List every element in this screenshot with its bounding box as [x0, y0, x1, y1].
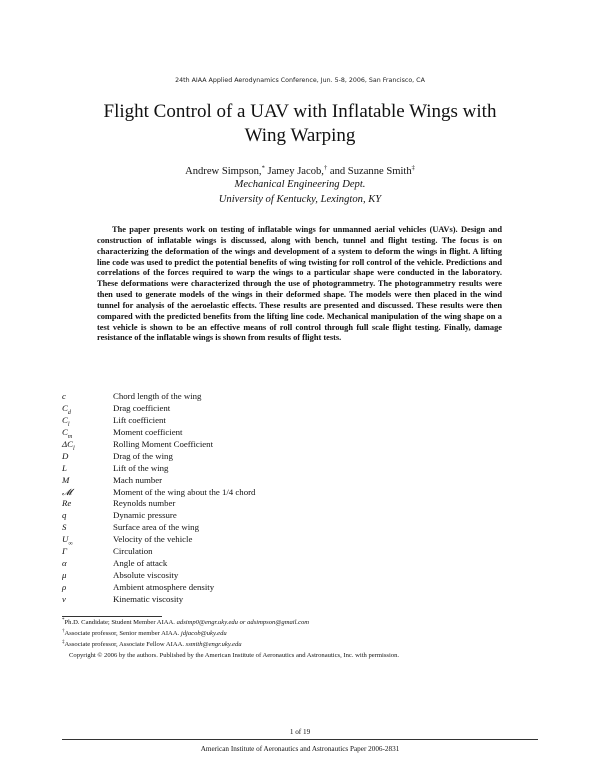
footnote-email: jdjacob@uky.edu	[180, 630, 227, 637]
nomenclature-symbol: q	[62, 510, 67, 521]
nomenclature-symbol: S	[62, 522, 67, 533]
footnote-rule	[62, 616, 162, 617]
nomenclature-symbol: 𝓜	[62, 486, 72, 497]
footnote-text: Associate professor, Senior member AIAA.	[64, 630, 180, 637]
footnote	[62, 641, 540, 650]
nomenclature-symbol: Re	[62, 498, 72, 509]
footnote-mark: ‡	[411, 164, 415, 172]
nomenclature-definition: Absolute viscosity	[113, 570, 179, 581]
page-footer: American Institute of Aeronautics and Astronautics Paper 2006-2831	[200, 745, 400, 753]
nomenclature-definition: Drag of the wing	[113, 450, 173, 461]
affiliation-university: University of Kentucky, Lexington, KY	[218, 194, 382, 205]
nomenclature-symbol: ν	[62, 593, 66, 604]
nomenclature-definition: Lift of the wing	[113, 462, 169, 473]
nomenclature-symbol: $C_l$	[62, 414, 70, 428]
author-list	[0, 164, 600, 180]
nomenclature-definition: Moment coefficient	[113, 426, 183, 437]
nomenclature-definition: Mach number	[113, 474, 163, 485]
footnote	[62, 630, 540, 639]
nomenclature-symbol: D	[62, 450, 69, 461]
nomenclature-definition: Moment of the wing about the 1/4 chord	[113, 486, 256, 497]
nomenclature-definition: Rolling Moment Coefficient	[113, 438, 214, 449]
nomenclature-symbol: Γ	[62, 546, 68, 557]
footnote-mark: *	[261, 164, 265, 172]
nomenclature-symbol: L	[62, 462, 67, 473]
page-rule	[62, 739, 538, 740]
title-line-2: Wing Warping	[244, 125, 356, 146]
nomenclature-definition: Surface area of the wing	[113, 522, 199, 533]
author-name: Andrew Simpson,	[185, 166, 262, 177]
copyright-notice: Copyright © 2006 by the authors. Published by the American Institute of Aeronautics and Astronautics, Inc. with permission.	[69, 652, 400, 659]
nomenclature-definition: Ambient atmosphere density	[113, 582, 215, 592]
footnote-email: ssmith@engr.uky.edu	[185, 641, 242, 648]
paper-title	[60, 100, 540, 148]
nomenclature-symbol: $C_m$	[62, 426, 73, 440]
footnote-text: Ph.D. Candidate; Student Member AIAA.	[64, 619, 175, 626]
nomenclature-definition: Angle of attack	[113, 558, 168, 569]
nomenclature-definition: Drag coefficient	[113, 402, 171, 413]
nomenclature-definition: Kinematic viscosity	[113, 593, 184, 604]
nomenclature-symbol: M	[62, 474, 70, 485]
footnote-mark: †	[323, 164, 328, 172]
footnote-mark: ‡	[62, 639, 65, 645]
nomenclature-symbol: ρ	[62, 582, 67, 592]
nomenclature-symbol: $\Delta C_l$	[62, 438, 75, 452]
nomenclature-definition: Velocity of the vehicle	[113, 534, 193, 545]
footnote-mark: *	[62, 617, 65, 623]
nomenclature-symbol: $C_d$	[62, 402, 71, 416]
nomenclature-definition: Circulation	[113, 546, 153, 557]
nomenclature-symbol: μ	[62, 570, 67, 581]
conference-header: 24th AIAA Applied Aerodynamics Conference, Jun. 5-8, 2006, San Francisco, CA	[175, 77, 425, 84]
author-name: Jamey Jacob,	[264, 166, 324, 177]
nomenclature-symbol: $U_\infty$	[62, 534, 73, 547]
nomenclature-symbol: c	[62, 391, 66, 401]
footnote-mark: †	[62, 628, 65, 634]
nomenclature-symbol: α	[62, 558, 67, 569]
footnote	[62, 619, 540, 628]
affiliation-department: Mechanical Engineering Dept.	[234, 179, 366, 190]
footnote-text: Associate professor, Associate Fellow AIAA.	[64, 641, 185, 648]
nomenclature-definition: Reynolds number	[113, 498, 176, 509]
author-name: and Suzanne Smith	[327, 166, 412, 177]
nomenclature-definition: Chord length of the wing	[113, 391, 202, 401]
footnote-email: adsimp0@engr.uky.edu or adsimpson@gmail.com	[176, 619, 310, 626]
page-number: 1 of 19	[289, 728, 311, 736]
nomenclature-definition: Lift coefficient	[113, 414, 166, 425]
nomenclature-definition: Dynamic pressure	[113, 510, 177, 521]
title-line-1: Flight Control of a UAV with Inflatable Wings with	[103, 101, 497, 122]
abstract: The paper presents work on testing of inflatable wings for unmanned aerial vehicles (UAVs). Design and construction of inflatable wings is discussed, along with bench, tunnel and flight testing. The focus is on characterizing the deformation of the wings and development of a system to deform the wings in flight. A lifting line code was used to predict the potential benefits of wing twisting for roll control of the vehicle. Predictions and correlations of the forces required to warp the wings to a particular shape were conducted in the laboratory. These deformations were characterized through the use of photogrammetry. The photogrammetry results were then used to generate models of the wings in their deformed shape. The models were then placed in the wind tunnel for analysis of the aeroelastic effects. These results are presented and discussed. These results were then compared with the predicted benefits from the lifting line code. Mechanical manipulation of the wing shape on a test vehicle is shown to be an effective means of roll control through full scale flight testing. Finally, damage resistance of the inflatable wings is shown from results of flight tests.	[97, 225, 502, 343]
